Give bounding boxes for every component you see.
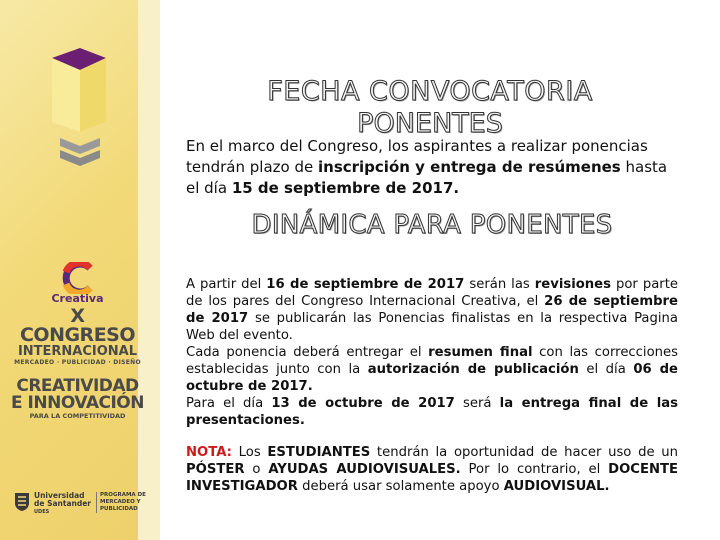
logo-brand: Creativa: [51, 292, 104, 305]
university-shield-icon: [14, 492, 30, 512]
chevron-down-icon: [60, 138, 100, 154]
final-delivery-paragraph: Para el día 13 de octubre de 2017 será la entrega final de las presentaciones.: [186, 396, 678, 428]
section1-paragraph: En el marco del Congreso, los aspirantes a realizar ponencias tendrán plazo de inscripción y entrega de resúmenes hasta el día 15 de septiembre de 2017.: [186, 137, 668, 197]
revision-paragraph: A partir del 16 de septiembre de 2017 serán las revisiones por parte de los pares del Congreso Internacional Creativa, el 26 de septiembre de 2017 se publicarán las Ponencias finalistas en la respectiva Pagina Web del evento.: [186, 277, 678, 343]
section1-title-line1: FECHA CONVOCATORIA: [267, 76, 593, 107]
congress-logo: [10, 262, 145, 420]
creativa-c-icon: [60, 262, 96, 294]
sidebar: [0, 0, 160, 540]
university-logo: [14, 490, 149, 514]
section2-body: [186, 276, 678, 429]
note-label: NOTA:: [186, 445, 232, 460]
logo-theme-1: CREATIVIDAD: [16, 376, 139, 396]
note-paragraph: NOTA: Los ESTUDIANTES tendrán la oportunidad de hacer uso de un PÓSTER o AYUDAS AUDIOVISUALES. Por lo contrario, el DOCENTE INVESTIGADOR deberá usar solamente apoyo AUDIOVISUAL.: [186, 445, 679, 494]
logo-theme-3: PARA LA COMPETITIVIDAD: [29, 412, 126, 420]
logo-event: X CONGRESO: [19, 305, 136, 346]
program-name: PROGRAMA DE MERCADEO Y PUBLICIDAD: [96, 492, 146, 513]
sidebar-decoration: [0, 0, 160, 260]
logo-theme-2: E INNOVACIÓN: [11, 393, 144, 413]
final-summary-paragraph: Cada ponencia deberá entregar el resumen final con las correcciones establecidas junto con la autorización de publicación el día 06 de octubre de 2017.: [186, 345, 679, 394]
university-name: Universidad de Santander UDES: [34, 491, 92, 515]
section1-title-line2: PONENTES: [357, 108, 503, 139]
section2-title: DINÁMICA PARA PONENTES: [251, 210, 613, 240]
logo-topics: MERCADEO · PUBLICIDAD · DISEÑO: [14, 359, 141, 366]
logo-scope: INTERNACIONAL: [17, 344, 138, 359]
